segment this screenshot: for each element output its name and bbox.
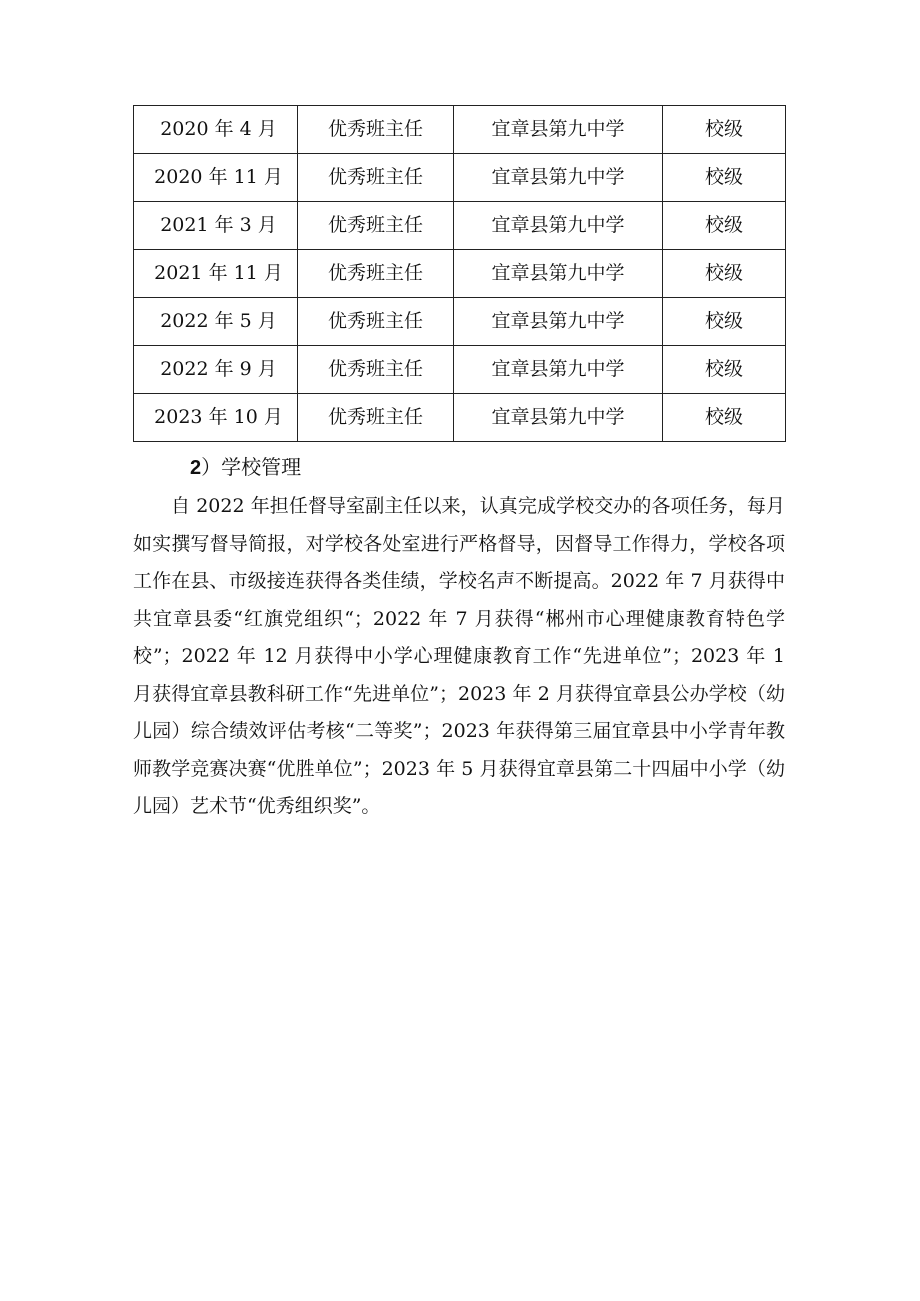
award-title: 优秀班主任 [298, 298, 454, 346]
table-row [134, 394, 786, 442]
awards-table [133, 105, 786, 442]
award-title: 优秀班主任 [298, 202, 454, 250]
table-row [134, 106, 786, 154]
table-row [134, 298, 786, 346]
award-level: 校级 [663, 394, 786, 442]
award-date: 2021 年 3 月 [134, 202, 298, 250]
table-row [134, 154, 786, 202]
table-row [134, 250, 786, 298]
award-level: 校级 [663, 250, 786, 298]
section-title: 学校管理 [221, 455, 302, 479]
table-row [134, 202, 786, 250]
award-date: 2022 年 5 月 [134, 298, 298, 346]
body-paragraph: 自 2022 年担任督导室副主任以来，认真完成学校交办的各项任务，每月如实撰写督导简报，对学校各处室进行严格督导，因督导工作得力，学校各项工作在县、市级接连获得各类佳绩，学校名声不断提高。2022 年 7 月获得中共宜章县委“红旗党组织“；2022 年 7 月获得“郴州市心理健康教育特色学校”；2022 年 12 月获得中小学心理健康教育工作“先进单位”；2023 年 1 月获得宜章县教科研工作“先进单位”；2023 年 2 月获得宜章县公办学校（幼儿园）综合绩效评估考核“二等奖”；2023 年获得第三届宜章县中小学青年教师教学竞赛决赛“优胜单位”；2023 年 5 月获得宜章县第二十四届中小学（幼儿园）艺术节“优秀组织奖”。 [133, 495, 785, 817]
award-unit: 宜章县第九中学 [454, 154, 663, 202]
award-date: 2020 年 11 月 [134, 154, 298, 202]
award-unit: 宜章县第九中学 [454, 298, 663, 346]
award-unit: 宜章县第九中学 [454, 250, 663, 298]
award-title: 优秀班主任 [298, 154, 454, 202]
section-number: 2 [190, 457, 202, 479]
award-title: 优秀班主任 [298, 346, 454, 394]
award-unit: 宜章县第九中学 [454, 394, 663, 442]
award-date: 2023 年 10 月 [134, 394, 298, 442]
table-row [134, 346, 786, 394]
award-title: 优秀班主任 [298, 394, 454, 442]
award-unit: 宜章县第九中学 [454, 202, 663, 250]
award-level: 校级 [663, 154, 786, 202]
award-date: 2022 年 9 月 [134, 346, 298, 394]
award-unit: 宜章县第九中学 [454, 346, 663, 394]
award-level: 校级 [663, 298, 786, 346]
section-heading [190, 450, 301, 485]
award-date: 2020 年 4 月 [134, 106, 298, 154]
award-title: 优秀班主任 [298, 106, 454, 154]
award-level: 校级 [663, 346, 786, 394]
award-level: 校级 [663, 106, 786, 154]
award-title: 优秀班主任 [298, 250, 454, 298]
award-unit: 宜章县第九中学 [454, 106, 663, 154]
award-level: 校级 [663, 202, 786, 250]
section-bracket: ） [201, 455, 222, 479]
award-date: 2021 年 11 月 [134, 250, 298, 298]
